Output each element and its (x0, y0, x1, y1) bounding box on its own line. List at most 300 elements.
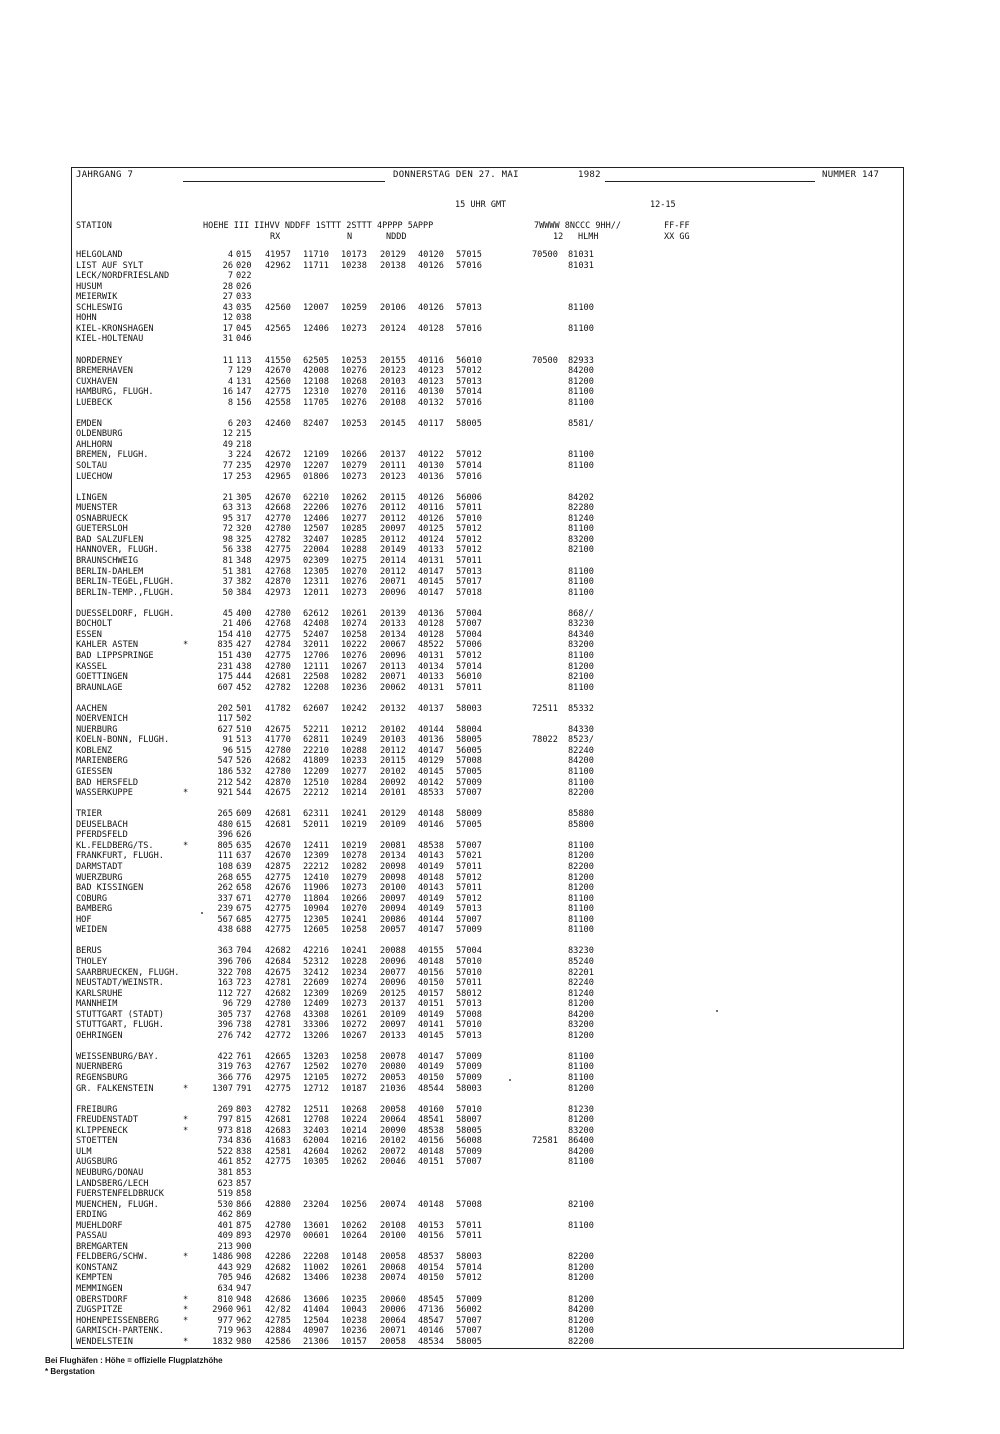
group-6: 57007 (456, 1315, 482, 1326)
station-name: SAARBRUECKEN, FLUGH. (76, 967, 180, 978)
group-6: 57009 (456, 1062, 482, 1073)
station-name: BAD LIPPSPRINGE (76, 650, 154, 661)
group-4: 20114 (380, 556, 406, 566)
group-2: 12310 (303, 387, 329, 398)
table-row (0, 1242, 1000, 1253)
group-1: 42975 (265, 556, 291, 566)
group-4: 20115 (380, 492, 406, 503)
group-6: 57010 (456, 967, 482, 978)
station-name: GIESSEN (76, 767, 113, 778)
group-4: 20064 (380, 1115, 406, 1126)
group-5: 40148 (418, 1199, 444, 1210)
group-1: 42970 (265, 1231, 291, 1242)
group-5: 48533 (418, 788, 444, 799)
group-2: 62311 (303, 809, 329, 820)
elevation: 480 (217, 819, 233, 830)
group-8: 8581/ (568, 418, 594, 429)
print-speck (201, 912, 203, 914)
elevation: 921 (217, 788, 233, 799)
elevation: 705 (217, 1273, 233, 1284)
group-2: 22212 (303, 788, 329, 799)
group-2: 21306 (303, 1336, 329, 1347)
group-6: 57008 (456, 1009, 482, 1020)
group-5: 40148 (418, 872, 444, 883)
group-3: 10262 (341, 1146, 367, 1157)
group-8: 85880 (568, 809, 594, 820)
group-5: 48522 (418, 640, 444, 651)
station-name: AUGSBURG (76, 1157, 118, 1168)
table-row (0, 1252, 1000, 1263)
group-8: 81200 (568, 883, 594, 894)
elevation: 2960 (212, 1305, 233, 1316)
group-6: 57016 (456, 397, 482, 408)
mountain-marker: * (183, 1305, 189, 1316)
elevation: 7 (227, 366, 233, 377)
group-5: 48545 (418, 1294, 444, 1305)
group-8: 81100 (568, 387, 594, 398)
group-1: 42870 (265, 777, 291, 788)
group-1: 42780 (265, 1220, 291, 1231)
group-2: 12410 (303, 872, 329, 883)
group-3: 10272 (341, 1020, 367, 1031)
table-row (0, 503, 1000, 514)
group-1: 42676 (265, 883, 291, 894)
group-1: 42460 (265, 418, 291, 429)
group-8: 81100 (568, 767, 594, 778)
header-rule-right (605, 181, 815, 182)
station-name: KIEL-KRONSHAGEN (76, 323, 154, 334)
group-6: 58004 (456, 724, 482, 735)
group-3: 10241 (341, 809, 367, 820)
station-number: 908 (236, 1252, 252, 1263)
group-1: 42684 (265, 956, 291, 967)
group-1: 42775 (265, 914, 291, 925)
station-number: 235 (236, 461, 252, 472)
group-8: 82200 (568, 1336, 594, 1347)
station-number: 742 (236, 1030, 252, 1041)
group-1: 42770 (265, 513, 291, 524)
group-5: 40147 (418, 1051, 444, 1062)
group-6: 57007 (456, 1326, 482, 1337)
group-8: 81200 (568, 1115, 594, 1126)
group-8: 81100 (568, 914, 594, 925)
station-number: 406 (236, 619, 252, 630)
elevation: 28 (222, 281, 233, 292)
group-8: 81100 (568, 461, 594, 472)
group-6: 57009 (456, 925, 482, 936)
group-5: 40134 (418, 661, 444, 672)
mountain-marker: * (183, 1083, 189, 1094)
station-number: 685 (236, 914, 252, 925)
group-4: 20097 (380, 1020, 406, 1031)
group-4: 20125 (380, 988, 406, 999)
group-5: 48544 (418, 1083, 444, 1094)
station-group (0, 419, 1000, 482)
table-row (0, 556, 1000, 567)
table-row (0, 398, 1000, 409)
group-6: 58005 (456, 1125, 482, 1136)
group-3: 10279 (341, 872, 367, 883)
table-row (0, 1084, 1000, 1095)
elevation: 443 (217, 1262, 233, 1273)
group-6: 57017 (456, 577, 482, 588)
group-5: 40154 (418, 1262, 444, 1273)
elevation: 734 (217, 1136, 233, 1147)
station-number: 147 (236, 387, 252, 398)
group-8: 81100 (568, 1051, 594, 1062)
group-5: 40129 (418, 756, 444, 767)
group-5: 40145 (418, 1030, 444, 1041)
group-1: 41550 (265, 355, 291, 366)
table-row (0, 946, 1000, 957)
elevation: 1486 (212, 1252, 233, 1263)
station-number: 033 (236, 292, 252, 303)
group-1: 42780 (265, 767, 291, 778)
group-8: 84200 (568, 1305, 594, 1316)
group-8: 81100 (568, 925, 594, 936)
elevation: 12 (222, 429, 233, 440)
table-row (0, 1263, 1000, 1274)
elevation: 396 (217, 1020, 233, 1031)
group-3: 10276 (341, 503, 367, 514)
elevation: 1832 (212, 1336, 233, 1347)
station-number: 946 (236, 1273, 252, 1284)
group-3: 10258 (341, 629, 367, 640)
elevation: 461 (217, 1157, 233, 1168)
group-4: 20112 (380, 566, 406, 577)
group-3: 10272 (341, 1073, 367, 1084)
group-3: 10212 (341, 724, 367, 735)
group-3: 10285 (341, 524, 367, 535)
group-1: 42767 (265, 1062, 291, 1073)
elevation: 634 (217, 1284, 233, 1295)
table-row (0, 968, 1000, 979)
elevation: 26 (222, 260, 233, 271)
station-name: OLDENBURG (76, 429, 123, 440)
table-row (0, 472, 1000, 483)
group-5: 48537 (418, 1252, 444, 1263)
mountain-marker: * (183, 640, 189, 651)
station-name: KOELN-BONN, FLUGH. (76, 735, 170, 746)
group-3: 10253 (341, 355, 367, 366)
group-4: 20137 (380, 999, 406, 1010)
group-8: 86400 (568, 1136, 594, 1147)
mountain-marker: * (183, 1125, 189, 1136)
group-2: 62004 (303, 1136, 329, 1147)
table-row (0, 672, 1000, 683)
group-5: 40128 (418, 323, 444, 334)
elevation: 96 (222, 745, 233, 756)
rx-column-header: RX (270, 232, 281, 242)
group-5: 40156 (418, 967, 444, 978)
group-1: 42781 (265, 1020, 291, 1031)
group-3: 10277 (341, 513, 367, 524)
group-4: 20006 (380, 1305, 406, 1316)
table-row (0, 704, 1000, 715)
elevation: 322 (217, 967, 233, 978)
print-speck (716, 1010, 718, 1012)
group-2: 42408 (303, 619, 329, 630)
group-5: 40128 (418, 629, 444, 640)
group-6: 57007 (456, 840, 482, 851)
footnote (45, 1356, 223, 1377)
elevation: 973 (217, 1125, 233, 1136)
group-1: 42686 (265, 1294, 291, 1305)
group-2: 42008 (303, 366, 329, 377)
group-6: 57010 (456, 956, 482, 967)
elevation: 12 (222, 313, 233, 324)
elevation: 422 (217, 1051, 233, 1062)
group-2: 22004 (303, 545, 329, 556)
station-name: LANDSBERG/LECH (76, 1178, 149, 1189)
elevation: 396 (217, 956, 233, 967)
group-8: 82201 (568, 967, 594, 978)
group-3: 10148 (341, 1252, 367, 1263)
group-2: 22609 (303, 978, 329, 989)
group-4: 20074 (380, 1273, 406, 1284)
station-name: MARIENBERG (76, 756, 128, 767)
group-3: 10270 (341, 1062, 367, 1073)
station-number: 866 (236, 1199, 252, 1210)
group-4: 20109 (380, 819, 406, 830)
group-2: 12510 (303, 777, 329, 788)
group-5: 40150 (418, 1073, 444, 1084)
table-row (0, 377, 1000, 388)
station-number: 875 (236, 1220, 252, 1231)
table-row (0, 756, 1000, 767)
station-group (0, 493, 1000, 598)
station-name: ERDING (76, 1210, 108, 1221)
group-8: 81200 (568, 1315, 594, 1326)
group-1: 42681 (265, 672, 291, 683)
station-number: 384 (236, 587, 252, 598)
station-name: FRANKFURT, FLUGH. (76, 851, 164, 862)
group-3: 10261 (341, 1009, 367, 1020)
group-1: 42565 (265, 323, 291, 334)
group-8: 81100 (568, 650, 594, 661)
group-5: 40117 (418, 418, 444, 429)
group-2: 62607 (303, 703, 329, 714)
group-4: 20101 (380, 788, 406, 799)
table-row (0, 830, 1000, 841)
station-name: WASSERKUPPE (76, 788, 133, 799)
group-2: 13203 (303, 1051, 329, 1062)
volume-label: JAHRGANG 7 (76, 170, 134, 180)
group-3: 10234 (341, 967, 367, 978)
station-name: LUECHOW (76, 471, 113, 482)
station-number: 113 (236, 355, 252, 366)
group-1: 42581 (265, 1146, 291, 1157)
group-6: 57010 (456, 513, 482, 524)
group-5: 40123 (418, 366, 444, 377)
group-2: 22212 (303, 862, 329, 872)
group-2: 12108 (303, 376, 329, 387)
station-number: 045 (236, 323, 252, 334)
station-number: 502 (236, 714, 252, 725)
group-4: 20103 (380, 735, 406, 746)
group-3: 10276 (341, 397, 367, 408)
group-3: 10262 (341, 1157, 367, 1168)
table-row (0, 493, 1000, 504)
group-2: 11906 (303, 883, 329, 894)
station-number: 708 (236, 967, 252, 978)
elevation: 3 (227, 450, 233, 461)
station-name: WUERZBURG (76, 872, 123, 883)
group-6: 57009 (456, 1073, 482, 1084)
station-name: NORDERNEY (76, 355, 123, 366)
station-number: 438 (236, 661, 252, 672)
group-2: 13606 (303, 1294, 329, 1305)
group-1: 42670 (265, 492, 291, 503)
station-number: 526 (236, 756, 252, 767)
group-1: 42670 (265, 840, 291, 851)
group-4: 21036 (380, 1083, 406, 1094)
table-row (0, 545, 1000, 556)
group-4: 20145 (380, 418, 406, 429)
elevation: 21 (222, 619, 233, 630)
table-row (0, 662, 1000, 673)
station-name: MUENCHEN, FLUGH. (76, 1199, 159, 1210)
group-1: 42681 (265, 1115, 291, 1126)
group-8: 84200 (568, 756, 594, 767)
table-row (0, 1210, 1000, 1221)
group-5: 40145 (418, 767, 444, 778)
group-8: 81031 (568, 250, 594, 260)
group-1: 42675 (265, 967, 291, 978)
station-name: FELDBERG/SCHW. (76, 1252, 149, 1263)
group-1: 42670 (265, 366, 291, 377)
table-row (0, 588, 1000, 599)
table-row (0, 1189, 1000, 1200)
station-name: KOBLENZ (76, 745, 113, 756)
group-8: 81100 (568, 566, 594, 577)
group-8: 85800 (568, 819, 594, 830)
group-4: 20072 (380, 1146, 406, 1157)
group-2: 12011 (303, 587, 329, 598)
elevation: 95 (222, 513, 233, 524)
group-2: 12208 (303, 682, 329, 693)
group-3: 10238 (341, 1273, 367, 1284)
elevation: 268 (217, 872, 233, 883)
station-name: BRAUNLAGE (76, 682, 123, 693)
table-row (0, 567, 1000, 578)
table-row (0, 1295, 1000, 1306)
table-row (0, 1115, 1000, 1126)
group-2: 12507 (303, 524, 329, 535)
elevation: 81 (222, 556, 233, 566)
station-name: PFERDSFELD (76, 830, 128, 841)
station-column-header: STATION (76, 221, 112, 231)
group-2: 32412 (303, 967, 329, 978)
group-8: 82240 (568, 978, 594, 989)
station-name: SOLTAU (76, 461, 108, 472)
group-1: 42782 (265, 1104, 291, 1115)
group-4: 20102 (380, 724, 406, 735)
group-6: 56002 (456, 1305, 482, 1316)
year-label: 1982 (578, 170, 601, 180)
group-2: 12305 (303, 914, 329, 925)
group-1: 42586 (265, 1336, 291, 1347)
elevation: 43 (222, 302, 233, 313)
group-6: 58009 (456, 809, 482, 820)
group-8: 83200 (568, 1020, 594, 1031)
table-row (0, 978, 1000, 989)
group-2: 22206 (303, 503, 329, 514)
group-2: 42604 (303, 1146, 329, 1157)
elevation: 49 (222, 439, 233, 450)
group-8: 83200 (568, 640, 594, 651)
group-6: 57007 (456, 914, 482, 925)
table-row (0, 1273, 1000, 1284)
group-1: 42672 (265, 450, 291, 461)
group-5: 40148 (418, 1146, 444, 1157)
group-1: 42775 (265, 925, 291, 936)
station-number: 532 (236, 767, 252, 778)
group-4: 20097 (380, 893, 406, 904)
station-number: 381 (236, 566, 252, 577)
group-4: 20112 (380, 534, 406, 545)
group-5: 40123 (418, 376, 444, 387)
elevation: 8 (227, 397, 233, 408)
group-6: 56008 (456, 1136, 482, 1147)
group-1: 42775 (265, 872, 291, 883)
group-6: 58005 (456, 735, 482, 746)
group-4: 20123 (380, 366, 406, 377)
station-number: 427 (236, 640, 252, 651)
elevation: 401 (217, 1220, 233, 1231)
group-6: 57011 (456, 556, 482, 566)
station-number: 803 (236, 1104, 252, 1115)
elevation: 151 (217, 650, 233, 661)
elevation: 627 (217, 724, 233, 735)
group-1: 42780 (265, 608, 291, 619)
station-name: KL.FELDBERG/TS. (76, 840, 154, 851)
elevation: 17 (222, 471, 233, 482)
table-row (0, 925, 1000, 936)
group-8: 85240 (568, 956, 594, 967)
group-2: 32407 (303, 534, 329, 545)
station-number: 815 (236, 1115, 252, 1126)
station-group (0, 609, 1000, 693)
station-name: ZUGSPITZE (76, 1305, 123, 1316)
elevation: 72 (222, 524, 233, 535)
group-2: 42216 (303, 946, 329, 957)
group-6: 57008 (456, 1199, 482, 1210)
table-row (0, 767, 1000, 778)
group-6: 57011 (456, 503, 482, 514)
station-group (0, 1052, 1000, 1094)
group-8: 81100 (568, 323, 594, 334)
group-1: 42675 (265, 788, 291, 799)
station-name: BERLIN-TEMP.,FLUGH. (76, 587, 175, 598)
group-3: 10241 (341, 914, 367, 925)
group-3: 10270 (341, 387, 367, 398)
station-number: 836 (236, 1136, 252, 1147)
elevation: 96 (222, 999, 233, 1010)
group-4: 20155 (380, 355, 406, 366)
group-8: 81100 (568, 904, 594, 915)
group-8: 81100 (568, 682, 594, 693)
table-row (0, 1105, 1000, 1116)
station-number: 858 (236, 1189, 252, 1200)
station-number: 015 (236, 250, 252, 260)
group-6: 57004 (456, 946, 482, 957)
station-table (0, 250, 1000, 1358)
group-5: 40125 (418, 524, 444, 535)
group-8: 81100 (568, 450, 594, 461)
group-3: 10241 (341, 946, 367, 957)
table-row (0, 524, 1000, 535)
